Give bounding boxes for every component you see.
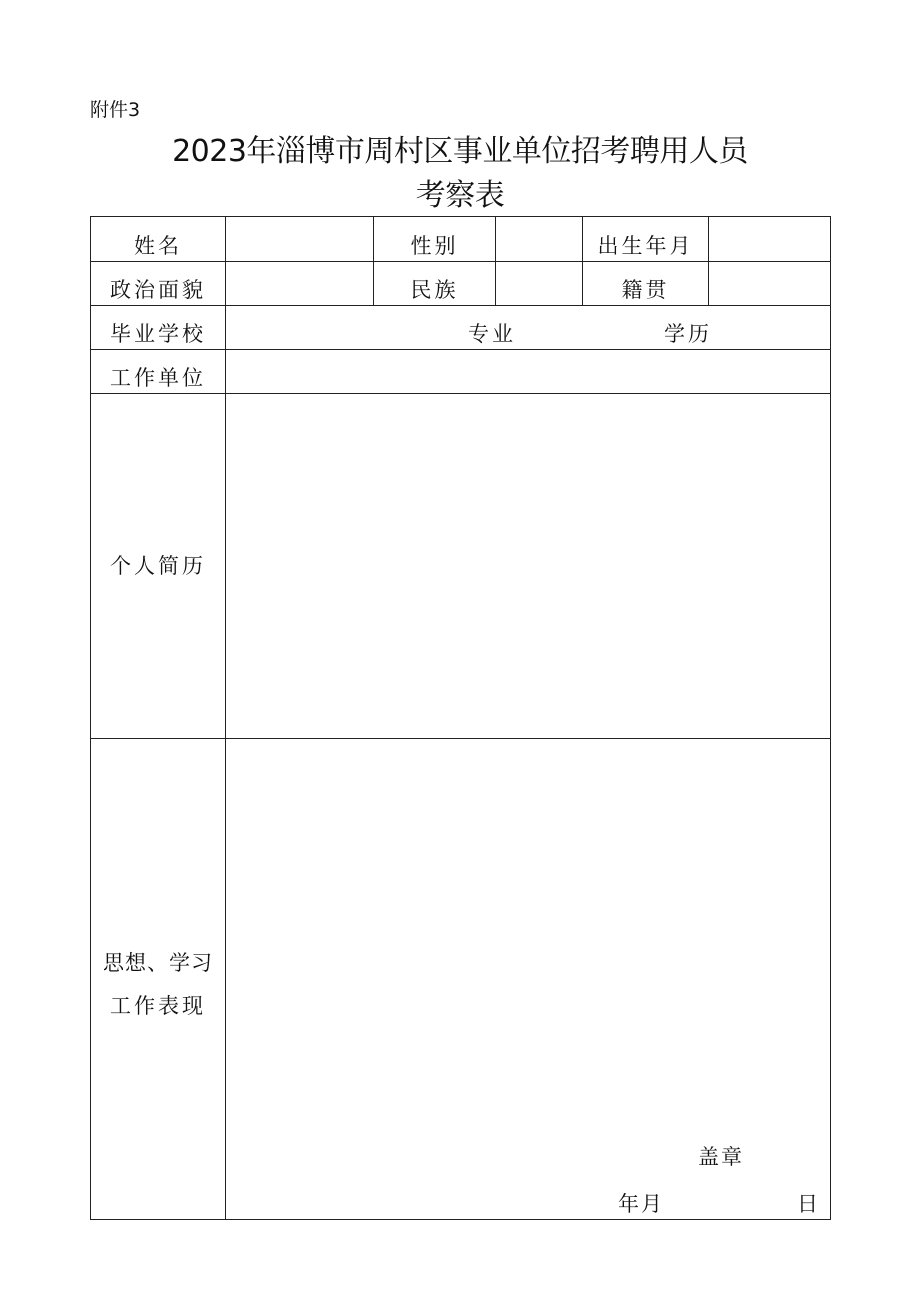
performance-label-line1: 思想、学习: [103, 951, 213, 975]
row-divider: [90, 261, 831, 262]
row-divider: [90, 738, 831, 739]
native-place-label: 籍贯: [621, 278, 670, 302]
column-divider: [495, 216, 496, 305]
row-divider: [90, 393, 831, 394]
date-day-label: 日: [797, 1192, 820, 1216]
seal-label: 盖章: [698, 1145, 744, 1169]
form-title-line2: 考察表: [415, 178, 505, 213]
name-label: 姓名: [134, 234, 182, 258]
resume-label: 个人简历: [110, 554, 206, 578]
education-label: 学历: [664, 322, 712, 346]
row-divider: [90, 349, 831, 350]
row-divider: [90, 305, 831, 306]
form-title-line1: 2023年淄博市周村区事业单位招考聘用人员: [172, 134, 748, 169]
gender-label: 性别: [410, 234, 459, 258]
work-unit-label: 工作单位: [110, 366, 206, 390]
school-label: 毕业学校: [110, 322, 206, 346]
column-divider: [708, 216, 709, 305]
ethnicity-label: 民族: [410, 278, 459, 302]
date-year-month-label: 年月: [618, 1192, 664, 1216]
birth-date-label: 出生年月: [597, 234, 694, 258]
political-status-label: 政治面貌: [110, 278, 206, 302]
performance-label-line2: 工作表现: [110, 994, 206, 1018]
major-label: 专业: [468, 322, 516, 346]
annex-label: 附件3: [90, 99, 141, 121]
